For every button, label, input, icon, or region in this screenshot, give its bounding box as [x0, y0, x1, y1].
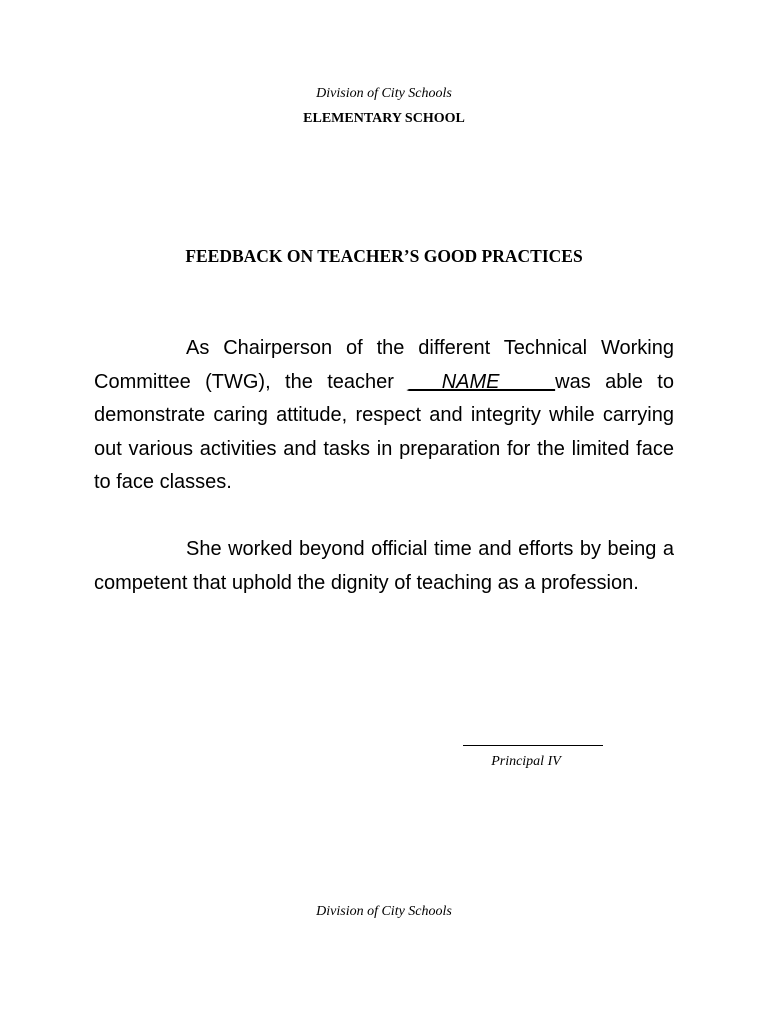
paragraph-twg-feedback: [94, 332, 674, 500]
paragraph2-text: She worked beyond official time and efforts by being a competent that uphold the dignity of teaching as a profession.: [94, 538, 674, 594]
header-school-name: ELEMENTARY SCHOOL: [303, 111, 465, 126]
signatory-title: Principal IV: [491, 754, 561, 769]
paragraph1-before-name: As Chairperson of the different Technical Working Committee (TWG), the teacher: [94, 337, 674, 393]
header-division: Division of City Schools: [316, 86, 452, 101]
document-title: FEEDBACK ON TEACHER’S GOOD PRACTICES: [185, 246, 583, 266]
footer-division: Division of City Schools: [316, 904, 452, 919]
signature-line: [463, 745, 603, 746]
paragraph-official-time: [94, 533, 674, 600]
paragraph1-after-name: was able to demonstrate caring attitude, respect and integrity while carrying out various activities and tasks in preparation for the limited face to face classes.: [94, 370, 674, 493]
teacher-name-field: ___NAME_____: [408, 370, 556, 393]
